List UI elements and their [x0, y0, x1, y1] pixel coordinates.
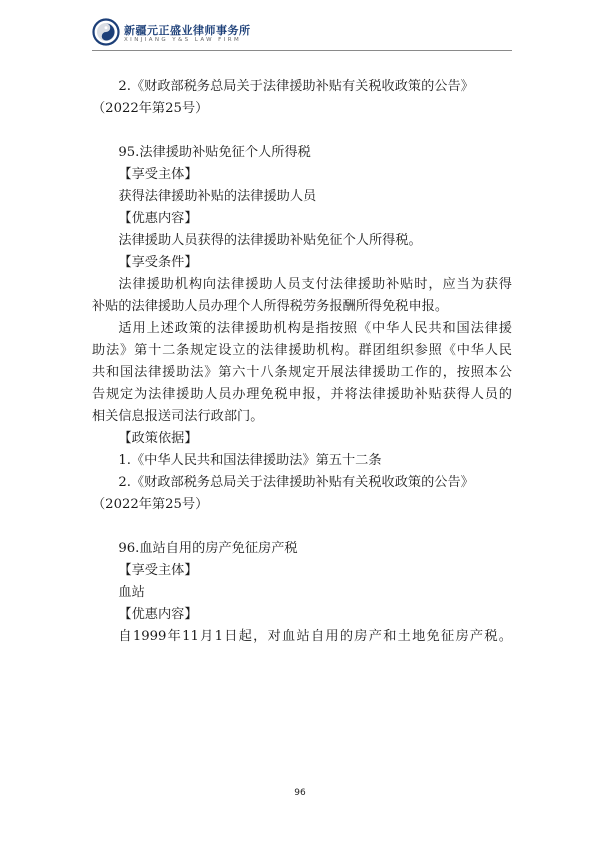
text-line: 法律援助人员获得的法律援助补贴免征个人所得税。	[118, 233, 422, 248]
text-line: 相关信息报送司法行政部门。	[92, 409, 264, 424]
text-line: 共和国法律援助法》第六十八条规定开展法律援助工作的，按照本公	[92, 365, 512, 380]
text-line: 95.法律援助补贴免征个人所得税	[118, 145, 311, 160]
text-line: 【优惠内容】	[118, 211, 198, 226]
text-line: 【政策依据】	[118, 431, 198, 446]
text-line: 2.《财政部税务总局关于法律援助补贴有关税收政策的公告》	[118, 475, 474, 490]
page-number: 96	[294, 788, 306, 798]
text-line: 【享受主体】	[118, 167, 198, 182]
text-line: 【优惠内容】	[118, 607, 198, 622]
text-line: 获得法律援助补贴的法律援助人员	[118, 189, 317, 204]
firm-name-cn: 新疆元正盛业律师事务所	[124, 24, 251, 37]
text-line: 自1999年11月1日起，对血站自用的房产和土地免征房产税。	[118, 629, 512, 644]
firm-logo-icon	[92, 18, 120, 46]
text-line: 血站	[118, 585, 145, 600]
text-line: 法律援助机构向法律援助人员支付法律援助补贴时，应当为获得	[118, 277, 512, 292]
text-line: 2.《财政部税务总局关于法律援助补贴有关税收政策的公告》	[118, 79, 474, 94]
text-line: 助法》第十二条规定设立的法律援助机构。群团组织参照《中华人民	[92, 343, 512, 358]
text-line: 适用上述政策的法律援助机构是指按照《中华人民共和国法律援	[118, 321, 512, 336]
text-line: 【享受主体】	[118, 563, 198, 578]
document-body	[92, 76, 512, 648]
firm-name-en: XINJIANG Y&S LAW FIRM	[124, 37, 242, 43]
text-line: （2022年第25号）	[92, 101, 209, 116]
text-line: 1.《中华人民共和国法律援助法》第五十二条	[118, 453, 382, 468]
text-line: 补贴的法律援助人员办理个人所得税劳务报酬所得免税申报。	[92, 299, 449, 314]
header-divider	[92, 50, 512, 51]
text-line: 96.血站自用的房产免征房产税	[118, 541, 298, 556]
text-line: （2022年第25号）	[92, 497, 209, 512]
text-line: 【享受条件】	[118, 255, 198, 270]
text-line: 告规定为法律援助人员办理免税申报，并将法律援助补贴获得人员的	[92, 387, 512, 402]
